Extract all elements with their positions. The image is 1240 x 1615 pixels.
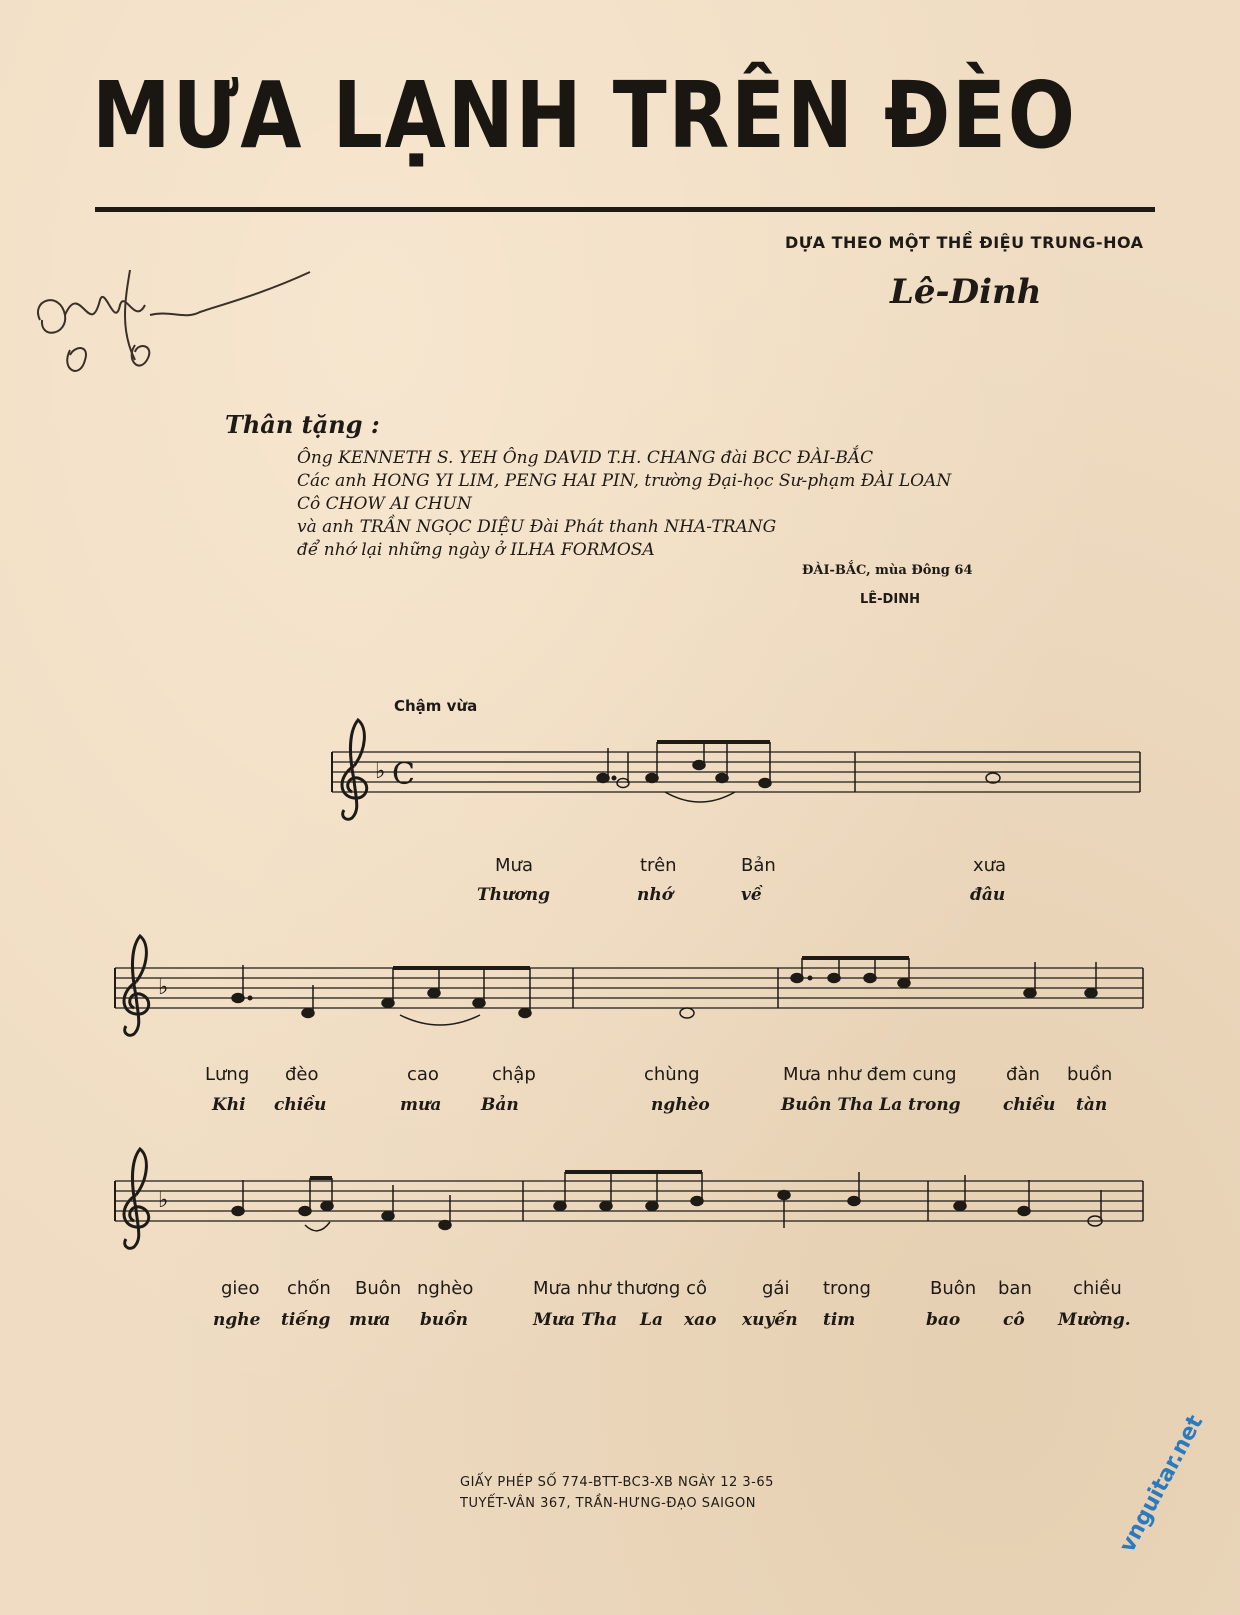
lyric-verse2: cô bbox=[1003, 1310, 1025, 1330]
site-watermark: vnguitar.net bbox=[1115, 1411, 1209, 1557]
lyric-verse1: xưa bbox=[973, 855, 1007, 876]
lyric-verse2: về bbox=[741, 885, 762, 905]
svg-text:C: C bbox=[392, 757, 415, 792]
lyric-verse2: tàn bbox=[1076, 1095, 1108, 1115]
svg-text:♭: ♭ bbox=[158, 1188, 169, 1213]
lyric-verse1: Buôn bbox=[930, 1278, 977, 1299]
lyric-verse1: Buôn bbox=[355, 1278, 402, 1299]
lyric-verse2: Buôn Tha La trong bbox=[781, 1095, 961, 1115]
lyric-verse1: Lưng bbox=[205, 1064, 250, 1085]
lyric-verse1: cao bbox=[407, 1064, 439, 1085]
dedication-line: để nhớ lại những ngày ở ILHA FORMOSA bbox=[297, 540, 655, 560]
lyric-verse1: trên bbox=[640, 855, 677, 876]
lyric-verse1: đàn bbox=[1006, 1064, 1040, 1085]
lyric-verse2: nghèo bbox=[651, 1095, 710, 1115]
lyric-verse1: chiều bbox=[1073, 1278, 1122, 1299]
svg-text:♭: ♭ bbox=[158, 975, 169, 1000]
lyric-verse2: chiều bbox=[274, 1095, 327, 1115]
composer-signature: Lê-Dinh bbox=[890, 272, 1042, 312]
dedication-place-date: ĐÀI-BẮC, mùa Đông 64 bbox=[802, 563, 973, 578]
lyric-verse2: xao bbox=[684, 1310, 717, 1330]
lyric-verse2: đâu bbox=[970, 885, 1006, 905]
lyric-verse1: nghèo bbox=[417, 1278, 474, 1299]
lyric-verse2: mưa bbox=[400, 1095, 442, 1115]
lyric-verse1: Mưa như đem cung bbox=[783, 1064, 957, 1085]
lyric-verse1: đèo bbox=[285, 1064, 319, 1085]
lyric-verse2: nghe bbox=[213, 1310, 261, 1330]
lyric-verse1: chùng bbox=[644, 1064, 700, 1085]
publication-permit: GIẤY PHÉP SỐ 774-BTT-BC3-XB NGÀY 12 3-65 bbox=[460, 1475, 774, 1490]
lyric-verse1: gieo bbox=[221, 1278, 260, 1299]
lyric-verse2: mưa bbox=[349, 1310, 391, 1330]
staff-system-1 bbox=[332, 752, 1140, 792]
svg-text:♭: ♭ bbox=[375, 759, 386, 784]
staff-system-3 bbox=[115, 1181, 1143, 1221]
lyric-verse1: Bản bbox=[741, 855, 776, 876]
tempo-marking: Chậm vừa bbox=[394, 697, 478, 715]
lyric-verse2: Mưa Tha bbox=[533, 1310, 618, 1330]
lyric-verse1: ban bbox=[998, 1278, 1032, 1299]
lyric-verse2: buồn bbox=[420, 1310, 468, 1330]
lyric-verse2: Bản bbox=[481, 1095, 519, 1115]
lyric-verse1: Mưa bbox=[495, 855, 533, 876]
lyric-verse2: chiều bbox=[1003, 1095, 1056, 1115]
dedication-line: Ông KENNETH S. YEH Ông DAVID T.H. CHANG đài BCC ĐÀI-BẮC bbox=[297, 448, 874, 468]
dedication-signed: LÊ-DINH bbox=[860, 592, 920, 607]
lyric-verse1: buồn bbox=[1067, 1064, 1113, 1085]
lyric-verse2: bao bbox=[926, 1310, 961, 1330]
lyric-verse2: tiếng bbox=[281, 1310, 331, 1330]
lyric-verse1: gái bbox=[762, 1278, 790, 1299]
subtitle: DỰA THEO MỘT THỀ ĐIỆU TRUNG-HOA bbox=[785, 233, 1144, 252]
dedication-heading: Thân tặng : bbox=[225, 410, 380, 439]
publisher-address: TUYẾT-VÂN 367, TRẦN-HƯNG-ĐẠO SAIGON bbox=[460, 1496, 756, 1511]
dedication-line: và anh TRẦN NGỌC DIỆU Đài Phát thanh NHA-TRANG bbox=[297, 517, 777, 537]
lyric-verse2: tim bbox=[823, 1310, 856, 1330]
lyric-verse2: Mường. bbox=[1058, 1310, 1131, 1330]
lyric-verse2: nhớ bbox=[637, 885, 674, 905]
lyric-verse1: chập bbox=[492, 1064, 536, 1085]
lyric-verse1: chốn bbox=[287, 1278, 331, 1299]
song-title: MƯA LẠNH TRÊN ĐÈO bbox=[92, 62, 1077, 169]
lyric-verse1: trong bbox=[823, 1278, 871, 1299]
lyric-verse2: La bbox=[640, 1310, 663, 1330]
lyric-verse2: Khi bbox=[212, 1095, 246, 1115]
lyric-verse2: xuyến bbox=[742, 1310, 798, 1330]
lyric-verse1: Mưa như thương cô bbox=[533, 1278, 707, 1299]
dedication-line: Các anh HONG YI LIM, PENG HAI PIN, trường Đại-học Sư-phạm ĐÀI LOAN bbox=[297, 471, 952, 491]
staff-system-2 bbox=[115, 968, 1143, 1008]
dedication-line: Cô CHOW AI CHUN bbox=[297, 494, 472, 514]
lyric-verse2: Thương bbox=[477, 885, 550, 905]
